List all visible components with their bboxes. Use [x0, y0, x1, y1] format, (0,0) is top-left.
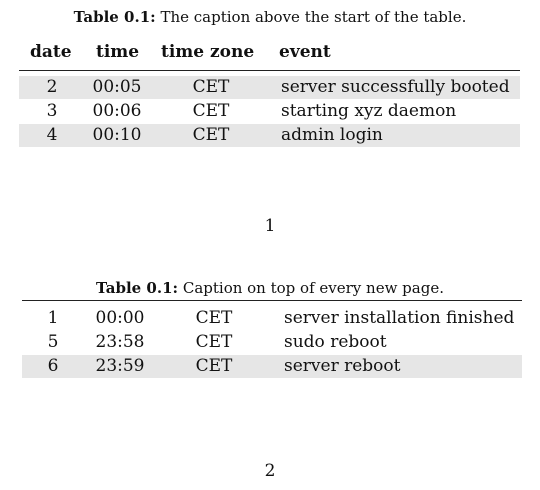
cell-time: 00:05 [92, 77, 142, 97]
table-row [22, 307, 522, 330]
cell-event: server installation finished [284, 308, 515, 328]
cell-date: 6 [47, 356, 59, 376]
table-header-rule [19, 70, 520, 71]
caption-text: Caption on top of every new page. [182, 279, 444, 297]
cell-time-zone: CET [192, 125, 230, 145]
table-caption [0, 279, 540, 297]
cell-date: 4 [46, 125, 58, 145]
table-caption [0, 8, 540, 26]
table-row [22, 355, 522, 378]
cell-event: server reboot [284, 356, 401, 376]
table-top-rule [22, 300, 522, 301]
caption-label: Table 0.1: [96, 279, 179, 297]
cell-date: 1 [47, 308, 59, 328]
cell-event: sudo reboot [284, 332, 387, 352]
table-row [19, 76, 520, 99]
cell-event: starting xyz daemon [281, 101, 457, 121]
cell-date: 3 [46, 101, 58, 121]
column-header-event: event [279, 42, 331, 62]
page-number: 1 [264, 216, 276, 236]
column-header-time-zone: time zone [161, 42, 255, 62]
cell-date: 2 [46, 77, 58, 97]
caption-text: The caption above the start of the table. [160, 8, 467, 26]
page-number: 2 [264, 461, 276, 481]
cell-event: server successfully booted [281, 77, 510, 97]
table-row [19, 124, 520, 147]
cell-time-zone: CET [195, 356, 233, 376]
cell-time-zone: CET [195, 332, 233, 352]
cell-time: 00:10 [92, 125, 142, 145]
cell-time: 00:00 [95, 308, 145, 328]
cell-time: 23:58 [95, 332, 145, 352]
cell-date: 5 [47, 332, 59, 352]
column-header-time: time [96, 42, 140, 62]
cell-time: 00:06 [92, 101, 142, 121]
cell-time-zone: CET [195, 308, 233, 328]
table-header-row [0, 42, 540, 64]
table-row [19, 100, 520, 123]
caption-label: Table 0.1: [73, 8, 156, 26]
column-header-date: date [30, 42, 72, 62]
cell-time: 23:59 [95, 356, 145, 376]
table-row [22, 331, 522, 354]
cell-time-zone: CET [192, 77, 230, 97]
cell-time-zone: CET [192, 101, 230, 121]
cell-event: admin login [281, 125, 383, 145]
